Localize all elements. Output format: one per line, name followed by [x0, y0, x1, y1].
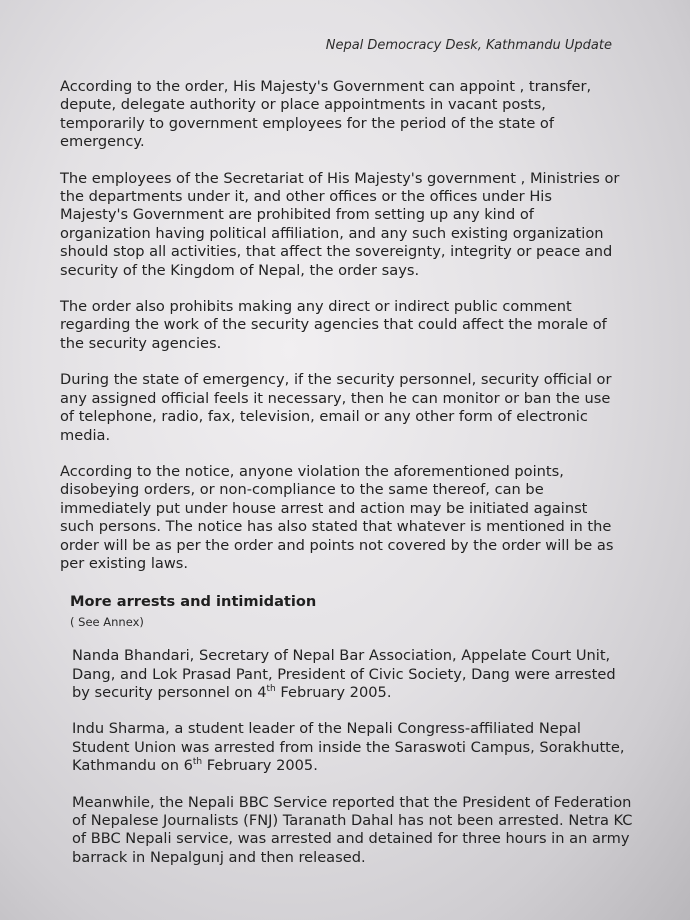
ordinal-suffix: th: [266, 684, 276, 695]
paragraph-arrest-bhandari: [72, 647, 638, 702]
ordinal-suffix: th: [192, 757, 203, 768]
document-body: [60, 78, 633, 885]
arrest-date: February 2005.: [275, 683, 392, 701]
report-text: Meanwhile, the Nepali BBC Service reported that the President of Federation of Nepalese Journalists (FNJ) Taranath Dahal has not been arrested. Netra KC of BBC Nepali service, was arrested and detained for three hours in an army barrack in Nepalgunj and then released.: [72, 793, 633, 866]
paragraph-appointments: According to the order, His Majesty's Government can appoint , transfer, depute, delegate authority or place appointments in vacant posts, temporarily to government employees for the period of the state of emergency.: [60, 78, 592, 151]
arrest-date: February 2005.: [202, 757, 318, 775]
paragraph-employees-prohibition: The employees of the Secretariat of His Majesty's government , Ministries or the departments under it, and other offices or the offices under His Majesty's Government are prohibited from setting up any kind of organization having political affiliation, and any such existing organization should stop all activities, that affect the sovereignty, integrity or peace and security of the Kingdom of Nepal, the order says.: [60, 169, 620, 279]
paragraph-arrest-sharma: [72, 720, 638, 775]
section-annex-note: ( See Annex): [70, 614, 144, 629]
paragraph-violation-notice: According to the notice, anyone violation the aforementioned points, disobeying orders, or non-compliance to the same thereof, can be immediately put under house arrest and action may be initiated against such persons. The notice has also stated that whatever is mentioned in the order will be as per the order and points not covered by the order will be as per existing laws.: [60, 462, 614, 572]
paragraph-public-comment: The order also prohibits making any direct or indirect public comment regarding the work of the security agencies that could affect the morale of the security agencies.: [60, 298, 607, 352]
paragraph-media-monitoring: During the state of emergency, if the security personnel, security official or any assigned official feels it necessary, then he can monitor or ban the use of telephone, radio, fax, television, email or any other form of electronic media.: [60, 371, 612, 444]
arrest-text: Indu Sharma, a student leader of the Nepali Congress-affiliated Nepal Student Union was arrested from inside the Saraswoti Campus, Sorakhutte, Kathmandu on 6: [72, 720, 625, 775]
running-header: Nepal Democracy Desk, Kathmandu Update: [325, 38, 612, 53]
paragraph-bbc-report: [72, 794, 638, 868]
arrest-text: Nanda Bhandari, Secretary of Nepal Bar Association, Appelate Court Unit, Dang, and Lok Prasad Pant, President of Civic Society, Dang were arrested by security personnel on 4: [72, 647, 616, 701]
section-heading: More arrests and intimidation: [70, 593, 317, 611]
